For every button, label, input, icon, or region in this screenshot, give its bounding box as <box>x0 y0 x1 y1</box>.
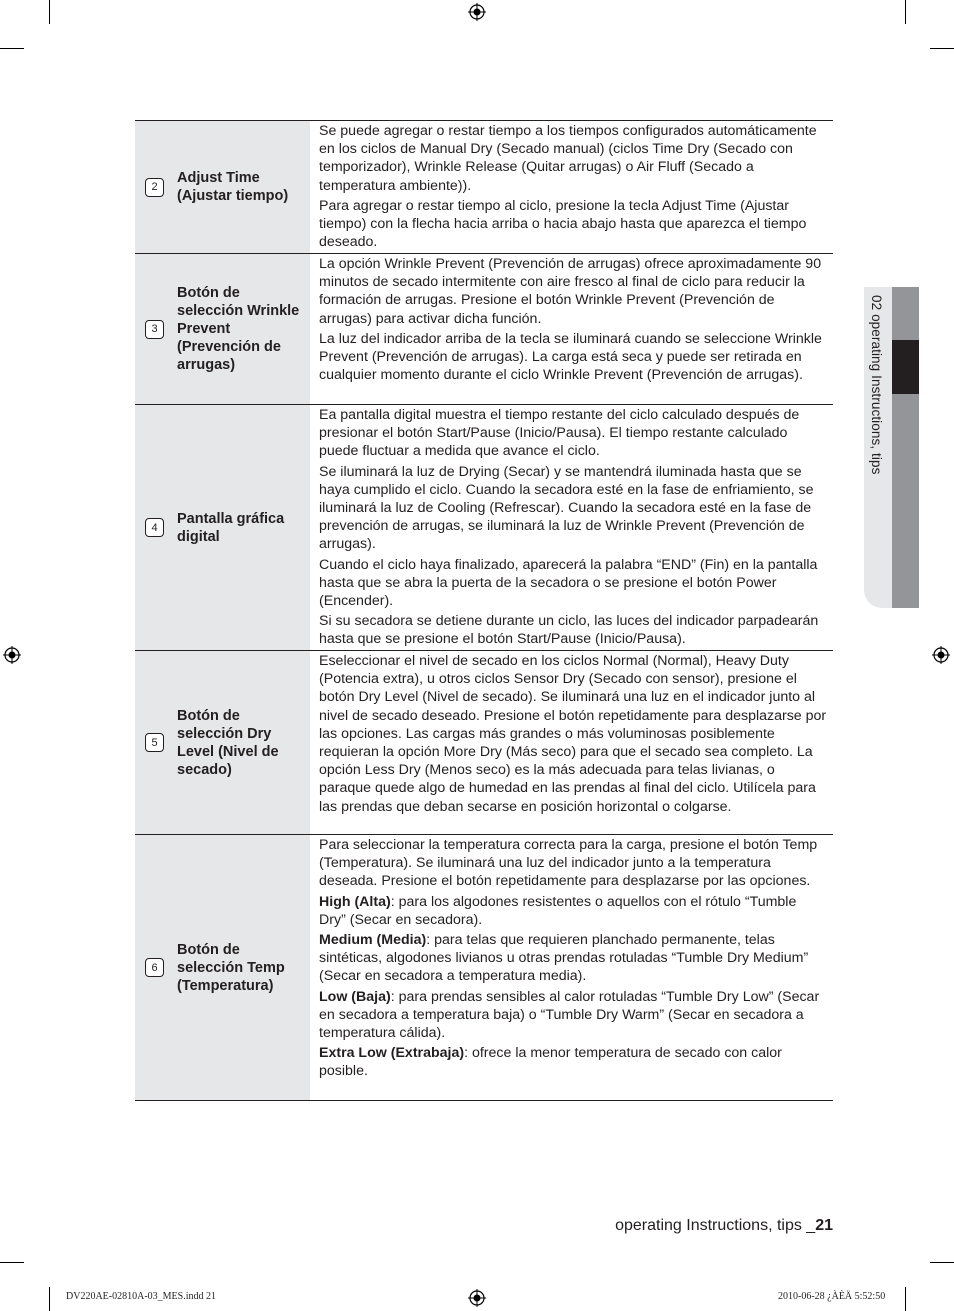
table-row <box>135 651 833 835</box>
temp-option <box>319 893 827 929</box>
paragraph: Ea pantalla digital muestra el tiempo restante del ciclo calculado después de presionar el botón Start/Pause (Inicio/Pausa). El tiempo restante calculado puede fluctuar a medida que avance el ciclo. <box>319 407 800 460</box>
option-term: Medium (Media) <box>319 932 427 949</box>
paragraph: La luz del indicador arriba de la tecla se iluminará cuando se seleccione Wrinkle Prevent (Prevención de arrugas). La carga está seca y puede ser retirada en cualquier momento durante el ciclo Wrinkle Prevent (Prevención de arrugas). <box>319 330 822 384</box>
tab-gray-band <box>892 287 919 608</box>
tab-dark-marker <box>892 340 919 394</box>
paragraph: Cuando el ciclo haya finalizado, aparecerá la palabra “END” (Fin) en la pantalla hasta que se abra la puerta de la secadora o se presione el botón Power (Encender). <box>319 556 818 610</box>
table-row <box>135 405 833 651</box>
temp-option <box>319 988 827 1043</box>
crop-mark <box>49 0 50 24</box>
page-number: 21 <box>815 1217 833 1234</box>
registration-mark-icon <box>3 646 21 664</box>
crop-mark <box>0 1262 24 1263</box>
label-cell <box>135 121 310 253</box>
paragraph: La opción Wrinkle Prevent (Prevención de arrugas) ofrece aproximadamente 90 minutos de secado intermitente con aire fresco al final de ciclo para reducir la formación de arrugas. Presione el botón Wrinkle Prevent (Prevención de arrugas) para activar dicha función. <box>319 256 822 327</box>
item-label: Botón de selección Wrinkle Prevent (Prevención de arrugas) <box>177 285 300 373</box>
item-label: Botón de selección Temp (Temperatura) <box>177 941 285 994</box>
table-row <box>135 835 833 1101</box>
item-number: 2 <box>145 178 164 197</box>
description-cell <box>310 835 833 1100</box>
section-tab-label: 02 operating Instructions, tips <box>869 295 884 475</box>
description-cell <box>310 254 833 404</box>
option-text: : para prendas sensibles al calor rotuladas “Tumble Dry Low” (Secar en secadora a temperatura baja) o “Tumble Dry Warm” (Secar en secadora a temperatura cálida). <box>319 988 820 1042</box>
registration-mark-icon <box>932 646 950 664</box>
page-footer <box>615 1217 833 1235</box>
temp-option <box>319 931 827 986</box>
temp-option <box>319 1044 827 1080</box>
crop-mark <box>49 1287 50 1311</box>
item-label: Botón de selección Dry Level (Nivel de secado) <box>177 707 279 778</box>
option-text: : para los algodones resistentes o aquellos con el rótulo “Tumble Dry” (Secar en secadora). <box>319 893 797 928</box>
description-cell <box>310 651 833 834</box>
footer-text: operating Instructions, tips _ <box>615 1217 816 1234</box>
option-text: : ofrece la menor temperatura de secado con calor posible. <box>319 1045 782 1080</box>
crop-mark <box>905 0 906 24</box>
option-term: High (Alta) <box>319 893 391 910</box>
description-cell <box>310 405 833 650</box>
paragraph: Para seleccionar la temperatura correcta para la carga, presione el botón Temp (Temperatura). Se iluminará una luz del indicador junto a la temperatura deseada. Presione el botón repetidamente para desplazarse por las opciones. <box>319 837 818 890</box>
paragraph: Si su secadora se detiene durante un ciclo, las luces del indicador parpadearán hasta que se presione el botón Start/Pause (Inicio/Pausa). <box>319 613 819 648</box>
item-label: Adjust Time (Ajustar tiempo) <box>177 170 289 204</box>
item-number: 3 <box>145 320 164 339</box>
label-cell <box>135 835 310 1100</box>
controls-table <box>135 120 833 1101</box>
label-cell <box>135 254 310 404</box>
label-cell <box>135 651 310 834</box>
paragraph: Se puede agregar o restar tiempo a los tiempos configurados automáticamente en los ciclos de Manual Dry (Secado manual) (ciclos Time Dry (Secado con temporizador), Wrinkle Release (Quitar arrugas) o Air Fluff (Secado a temperatura ambiente)). <box>319 123 817 194</box>
crop-mark <box>930 1262 954 1263</box>
slug-timestamp: 2010-06-28 ¿ÀÈÄ 5:52:50 <box>778 1291 886 1302</box>
paragraph: Se iluminará la luz de Drying (Secar) y se mantendrá iluminada hasta que se haya cumplido el ciclo. Cuando la secadora esté en la fase de enfriamiento, se iluminará la luz de Cooling (Refrescar). Cuando la secadora esté en la fase de prevención de arrugas, se iluminará la luz de Wrinkle Prevent (Prevención de arrugas). <box>319 463 814 553</box>
item-number: 4 <box>145 518 164 537</box>
option-text: : para telas que requieren planchado permanente, telas sintéticas, algodones livianos u otras prendas rotuladas “Tumble Dry Medium” (Secar en secadora a temperatura media). <box>319 932 809 985</box>
registration-mark-icon <box>468 1289 486 1307</box>
crop-mark <box>0 48 24 49</box>
item-label: Pantalla gráfica digital <box>177 510 285 545</box>
paragraph: Eseleccionar el nivel de secado en los ciclos Normal (Normal), Heavy Duty (Potencia extra), u otros ciclos Sensor Dry (Secado con sensor), presione el botón Dry Level (Nivel de secado). Se iluminará una luz en el indicador junto al nivel de secado deseado. Presione el botón repetidamente para desplazarse por las opciones. Las cargas más grandes o más voluminosas posiblemente requieran la opción More Dry (Más seco) para que el secado sea completo. La opción Less Dry (Menos seco) es la más adecuada para telas livianas, o paraque quede algo de humedad en las prendas al final del ciclo. Utilícela para las prendas que deban secarse en posición horizontal o colgarse. <box>319 653 827 815</box>
description-cell <box>310 121 833 253</box>
table-row <box>135 121 833 254</box>
crop-mark <box>930 48 954 49</box>
section-tab <box>864 287 919 608</box>
crop-mark <box>905 1287 906 1311</box>
paragraph: Para agregar o restar tiempo al ciclo, presione la tecla Adjust Time (Ajustar tiempo) con la flecha hacia arriba o hacia abajo hasta que aparezca el tiempo deseado. <box>319 197 807 251</box>
option-term: Low (Baja) <box>319 988 391 1005</box>
slug-filename: DV220AE-02810A-03_MES.indd 21 <box>66 1291 216 1302</box>
table-row <box>135 254 833 405</box>
label-cell <box>135 405 310 650</box>
item-number: 5 <box>145 733 164 752</box>
item-number: 6 <box>145 958 164 977</box>
registration-mark-icon <box>468 3 486 21</box>
option-term: Extra Low (Extrabaja) <box>319 1045 465 1062</box>
